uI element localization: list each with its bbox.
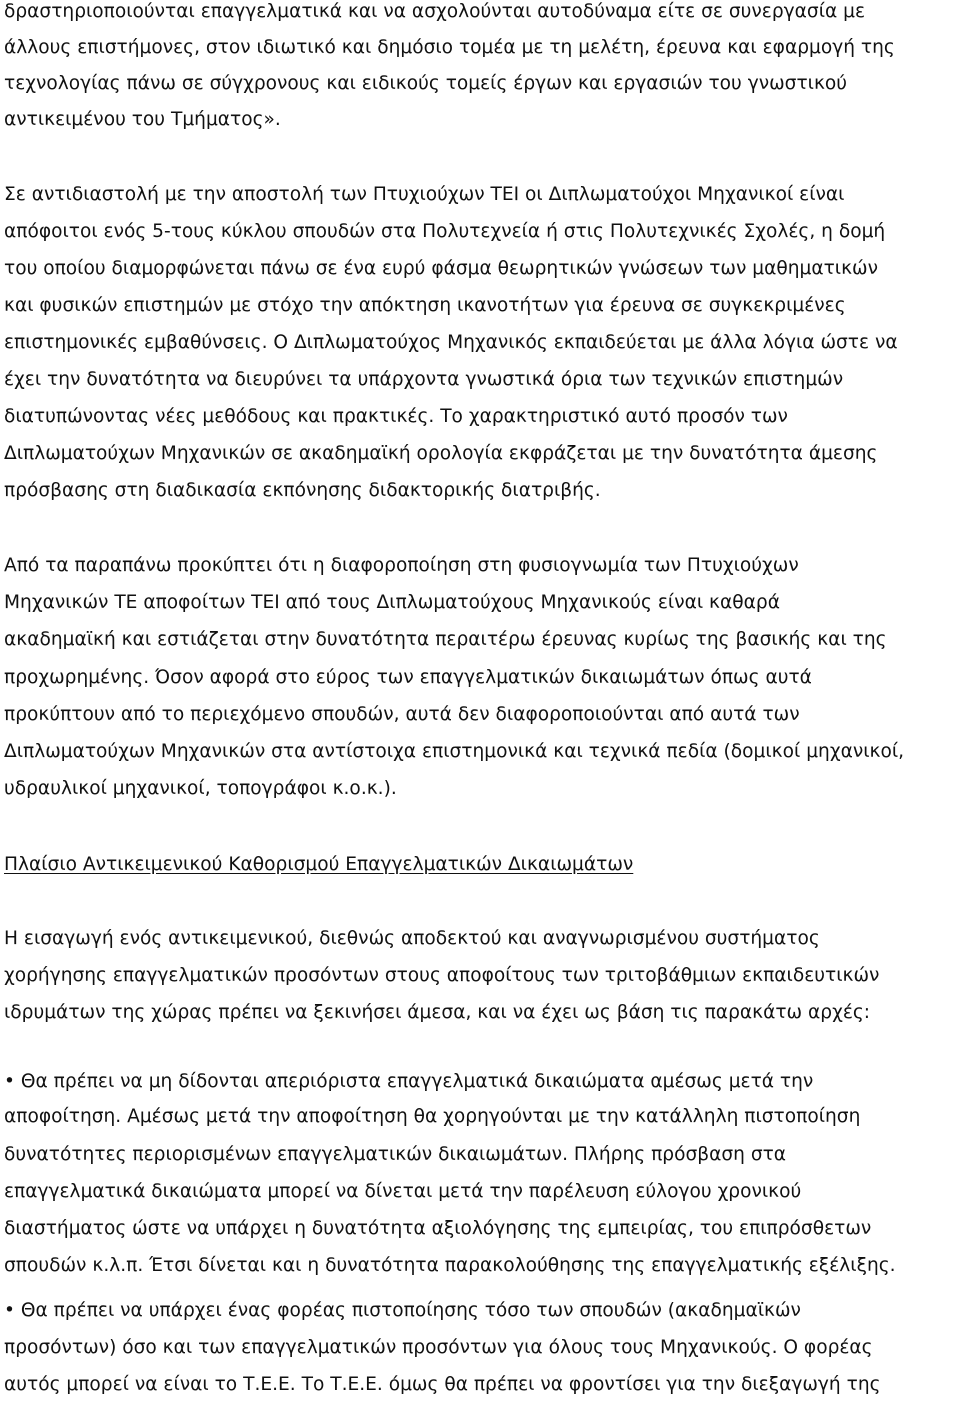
- paragraph-2-line-5: επιστημονικές εμβαθύνσεις. Ο Διπλωματούχος Μηχανικός εκπαιδεύεται με άλλα λόγια ώστε να: [4, 332, 898, 353]
- paragraph-3-line-3: ακαδημαϊκή και εστιάζεται στην δυνατότητα περαιτέρω έρευνας κυρίως της βασικής και της: [4, 629, 887, 650]
- bullet-1-line-5: διαστήματος ώστε να υπάρχει η δυνατότητα αξιολόγησης της εμπειρίας, του επιπρόσθετων: [4, 1218, 872, 1239]
- bullet-1-line-1: • Θα πρέπει να μη δίδονται απεριόριστα επαγγελματικά δικαιώματα αμέσως μετά την: [4, 1071, 814, 1092]
- paragraph-3-line-2: Μηχανικών ΤΕ αποφοίτων ΤΕΙ από τους Διπλωματούχους Μηχανικούς είναι καθαρά: [4, 592, 780, 613]
- paragraph-2-line-4: και φυσικών επιστημών με στόχο την απόκτηση ικανοτήτων για έρευνα σε συγκεκριμένες: [4, 295, 846, 316]
- section-heading: Πλαίσιο Αντικειμενικού Καθορισμού Επαγγελματικών Δικαιωμάτων: [4, 854, 634, 875]
- paragraph-4-line-1: Η εισαγωγή ενός αντικειμενικού, διεθνώς αποδεκτού και αναγνωρισμένου συστήματος: [4, 928, 820, 949]
- paragraph-1-line-1: δραστηριοποιούνται επαγγελματικά και να ασχολούνται αυτοδύναμα είτε σε συνεργασία με: [4, 1, 866, 22]
- bullet-1-line-4: επαγγελματικά δικαιώματα μπορεί να δίνεται μετά την παρέλευση εύλογου χρονικού: [4, 1181, 802, 1202]
- paragraph-1-line-4: αντικειμένου του Τμήματος».: [4, 109, 281, 130]
- paragraph-2-line-8: Διπλωματούχων Μηχανικών σε ακαδημαϊκή ορολογία εκφράζεται με την δυνατότητα άμεσης: [4, 443, 878, 464]
- bullet-2-line-1: • Θα πρέπει να υπάρχει ένας φορέας πιστοποίησης τόσο των σπουδών (ακαδημαϊκών: [4, 1300, 801, 1321]
- paragraph-4-line-2: χορήγησης επαγγελματικών προσόντων στους αποφοίτους των τριτοβάθμιων εκπαιδευτικών: [4, 965, 880, 986]
- paragraph-3-line-5: προκύπτουν από το περιεχόμενο σπουδών, αυτά δεν διαφοροποιούνται από αυτά των: [4, 704, 800, 725]
- bullet-2-line-2: προσόντων) όσο και των επαγγελματικών προσόντων για όλους τους Μηχανικούς. Ο φορέας: [4, 1337, 873, 1358]
- paragraph-3-line-6: Διπλωματούχων Μηχανικών στα αντίστοιχα επιστημονικά και τεχνικά πεδία (δομικοί μηχανικοί,: [4, 741, 905, 762]
- paragraph-1-line-2: άλλους επιστήμονες, στον ιδιωτικό και δημόσιο τομέα με τη μελέτη, έρευνα και εφαρμογή της: [4, 37, 895, 58]
- paragraph-2-line-1: Σε αντιδιαστολή με την αποστολή των Πτυχιούχων ΤΕΙ οι Διπλωματούχοι Μηχανικοί είναι: [4, 184, 845, 205]
- paragraph-2-line-3: του οποίου διαμορφώνεται πάνω σε ένα ευρύ φάσμα θεωρητικών γνώσεων των μαθηματικών: [4, 258, 878, 279]
- bullet-2-line-3: αυτός μπορεί να είναι το Τ.Ε.Ε. Το Τ.Ε.Ε. όμως θα πρέπει να φροντίσει για την διεξαγωγή της: [4, 1374, 881, 1395]
- bullet-1-line-2: αποφοίτηση. Αμέσως μετά την αποφοίτηση θα χορηγούνται με την κατάλληλη πιστοποίηση: [4, 1106, 861, 1127]
- paragraph-3-line-4: προχωρημένης. Όσον αφορά στο εύρος των επαγγελματικών δικαιωμάτων όπως αυτά: [4, 667, 812, 688]
- paragraph-3-line-1: Από τα παραπάνω προκύπτει ότι η διαφοροποίηση στη φυσιογνωμία των Πτυχιούχων: [4, 555, 799, 576]
- paragraph-1-line-3: τεχνολογίας πάνω σε σύγχρονους και ειδικούς τομείς έργων και εργασιών του γνωστικού: [4, 73, 848, 94]
- paragraph-4-line-3: ιδρυμάτων της χώρας πρέπει να ξεκινήσει άμεσα, και να έχει ως βάση τις παρακάτω αρχές:: [4, 1002, 871, 1023]
- bullet-1-line-6: σπουδών κ.λ.π. Έτσι δίνεται και η δυνατότητα παρακολούθησης της επαγγελματικής εξέλιξης.: [4, 1255, 896, 1276]
- paragraph-2-line-9: πρόσβασης στη διαδικασία εκπόνησης διδακτορικής διατριβής.: [4, 480, 601, 501]
- paragraph-2-line-7: διατυπώνοντας νέες μεθόδους και πρακτικές. Το χαρακτηριστικό αυτό προσόν των: [4, 406, 788, 427]
- paragraph-3-line-7: υδραυλικοί μηχανικοί, τοπογράφοι κ.ο.κ.).: [4, 778, 397, 799]
- paragraph-2-line-2: απόφοιτοι ενός 5-τους κύκλου σπουδών στα Πολυτεχνεία ή στις Πολυτεχνικές Σχολές, η δομή: [4, 221, 886, 242]
- bullet-1-line-3: δυνατότητες περιορισμένων επαγγελματικών δικαιωμάτων. Πλήρης πρόσβαση στα: [4, 1144, 787, 1165]
- paragraph-2-line-6: έχει την δυνατότητα να διευρύνει τα υπάρχοντα γνωστικά όρια των τεχνικών επιστημών: [4, 369, 844, 390]
